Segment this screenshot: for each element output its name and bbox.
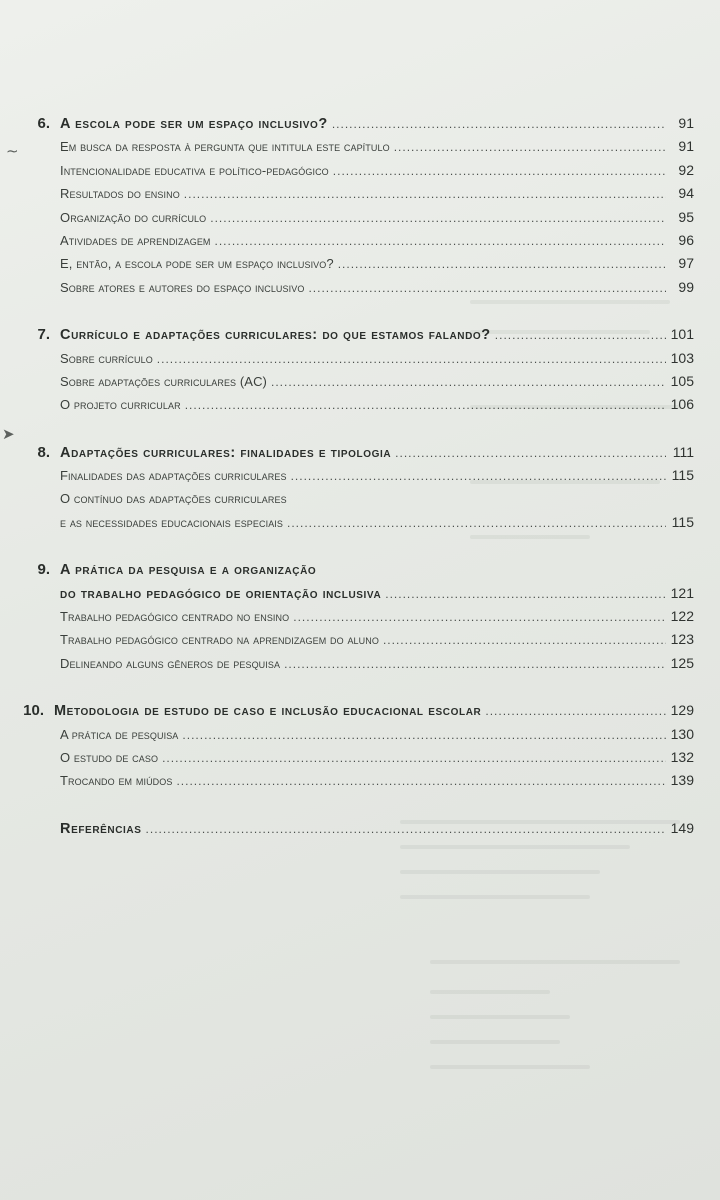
page-number: 105 bbox=[670, 372, 694, 389]
dot-leader bbox=[162, 747, 666, 770]
toc-entry bbox=[28, 605, 694, 628]
dot-leader bbox=[146, 818, 666, 841]
page-number: 91 bbox=[678, 138, 694, 155]
chapter-heading bbox=[23, 699, 694, 722]
page-number: 106 bbox=[670, 396, 694, 413]
dot-leader bbox=[210, 207, 666, 230]
references-title: Referências bbox=[60, 820, 142, 837]
dot-leader bbox=[332, 113, 666, 136]
page-number: 92 bbox=[678, 161, 694, 178]
page-number: 123 bbox=[670, 631, 694, 648]
entry-label: E, então, a escola pode ser um espaço inclusivo? bbox=[60, 256, 334, 272]
chapter-title: Currículo e adaptações curriculares: do que estamos falando? bbox=[60, 327, 491, 344]
chapter-number: 10. bbox=[23, 702, 44, 720]
toc-entry bbox=[28, 276, 694, 299]
page-number: 94 bbox=[678, 185, 694, 202]
dot-leader bbox=[383, 629, 666, 652]
dot-leader bbox=[293, 606, 666, 629]
dot-leader bbox=[185, 394, 666, 417]
dot-leader bbox=[271, 371, 666, 394]
chapter-title: Adaptações curriculares: finalidades e tipologia bbox=[60, 444, 392, 461]
toc-entry bbox=[28, 628, 694, 651]
chapter-title: Metodologia de estudo de caso e inclusão educacional escolar bbox=[54, 703, 482, 720]
toc-entry bbox=[28, 769, 694, 792]
references-heading bbox=[28, 817, 694, 840]
page-number: 132 bbox=[670, 748, 694, 765]
toc-entry bbox=[28, 182, 694, 205]
toc-entry bbox=[28, 723, 694, 746]
chapter-8 bbox=[28, 441, 694, 535]
page-number: 101 bbox=[670, 326, 694, 343]
entry-label: Finalidades das adaptações curriculares bbox=[60, 468, 287, 484]
chapter-number: 9. bbox=[37, 561, 50, 579]
chapter-number: 6. bbox=[37, 115, 50, 132]
toc-entry-continuation bbox=[28, 511, 694, 534]
toc-entry bbox=[28, 464, 694, 487]
chapter-9 bbox=[28, 558, 694, 675]
toc-entry bbox=[28, 252, 694, 275]
dot-leader bbox=[182, 724, 666, 747]
toc-entry bbox=[28, 206, 694, 229]
chapter-number: 7. bbox=[37, 326, 50, 344]
pencil-arrow-icon: ➤ bbox=[2, 426, 15, 443]
toc-entry bbox=[28, 135, 694, 158]
page-number: 139 bbox=[670, 772, 694, 789]
entry-label: Trabalho pedagógico centrado no ensino bbox=[60, 609, 290, 625]
chapter-7 bbox=[28, 323, 694, 417]
chapter-6 bbox=[28, 112, 694, 299]
chapter-heading bbox=[28, 112, 694, 135]
entry-label: A prática de pesquisa bbox=[60, 726, 179, 742]
page-number: 149 bbox=[670, 819, 694, 836]
chapter-heading bbox=[28, 558, 694, 581]
chapter-10 bbox=[23, 699, 694, 793]
page-number: 96 bbox=[678, 231, 694, 248]
dot-leader bbox=[485, 700, 666, 723]
dot-leader bbox=[215, 230, 666, 253]
entry-label: Delineando alguns gêneros de pesquisa bbox=[60, 655, 281, 671]
entry-label: Sobre adaptações curriculares (AC) bbox=[60, 373, 267, 389]
chapter-title-continuation: do trabalho pedagógico de orientação inclusiva bbox=[60, 585, 382, 602]
page-number: 115 bbox=[671, 513, 694, 530]
dot-leader bbox=[394, 136, 666, 159]
dot-leader bbox=[287, 512, 666, 535]
page-number: 129 bbox=[670, 702, 694, 719]
page-number: 103 bbox=[670, 349, 694, 366]
entry-label: Sobre currículo bbox=[60, 350, 153, 366]
table-of-contents bbox=[23, 112, 694, 864]
entry-label-continuation: e as necessidades educacionais especiais bbox=[60, 514, 284, 530]
pencil-mark-icon: ∼ bbox=[6, 143, 19, 160]
dot-leader bbox=[176, 770, 666, 793]
toc-entry bbox=[28, 159, 694, 182]
entry-label: Resultados do ensino bbox=[60, 186, 180, 202]
entry-label: Organização do currículo bbox=[60, 209, 207, 225]
dot-leader bbox=[157, 348, 666, 371]
chapter-heading-continuation bbox=[28, 582, 694, 605]
entry-label: O contínuo das adaptações curriculares bbox=[60, 491, 287, 507]
entry-label: Sobre atores e autores do espaço inclusivo bbox=[60, 279, 305, 295]
dot-leader bbox=[495, 324, 666, 347]
chapter-title: A escola pode ser um espaço inclusivo? bbox=[60, 116, 328, 132]
dot-leader bbox=[291, 465, 666, 488]
toc-entry bbox=[28, 229, 694, 252]
toc-entry bbox=[28, 746, 694, 769]
page-number: 97 bbox=[678, 255, 694, 272]
dot-leader bbox=[385, 583, 666, 606]
toc-entry bbox=[28, 347, 694, 370]
toc-entry bbox=[28, 487, 694, 510]
dot-leader bbox=[308, 277, 666, 300]
dot-leader bbox=[338, 253, 666, 276]
entry-label: Trocando em miúdos bbox=[60, 773, 173, 789]
entry-label: Trabalho pedagógico centrado na aprendizagem do aluno bbox=[60, 632, 379, 648]
page-number: 121 bbox=[670, 584, 694, 601]
chapter-number: 8. bbox=[37, 443, 50, 461]
page-number: 125 bbox=[670, 654, 694, 671]
chapter-heading bbox=[28, 323, 694, 346]
page-number: 115 bbox=[671, 467, 694, 484]
page-number: 122 bbox=[670, 608, 694, 625]
references-section bbox=[28, 817, 694, 840]
page-number: 111 bbox=[672, 443, 694, 460]
dot-leader bbox=[333, 160, 666, 183]
entry-label: Intencionalidade educativa e político-pedagógico bbox=[60, 162, 329, 178]
page-number: 95 bbox=[678, 208, 694, 225]
toc-entry bbox=[28, 652, 694, 675]
dot-leader bbox=[395, 442, 666, 465]
page-number: 130 bbox=[670, 725, 694, 742]
dot-leader bbox=[284, 653, 666, 676]
page-number: 91 bbox=[678, 115, 694, 131]
toc-entry bbox=[28, 393, 694, 416]
chapter-title: A prática da pesquisa e a organização bbox=[60, 562, 317, 579]
dot-leader bbox=[184, 183, 666, 206]
entry-label: Em busca da resposta à pergunta que intitula este capítulo bbox=[60, 139, 390, 155]
entry-label: O projeto curricular bbox=[60, 397, 181, 413]
toc-entry bbox=[28, 370, 694, 393]
chapter-heading bbox=[28, 441, 694, 464]
entry-label: O estudo de caso bbox=[60, 749, 159, 765]
entry-label: Atividades de aprendizagem bbox=[60, 232, 211, 248]
page-number: 99 bbox=[678, 278, 694, 295]
